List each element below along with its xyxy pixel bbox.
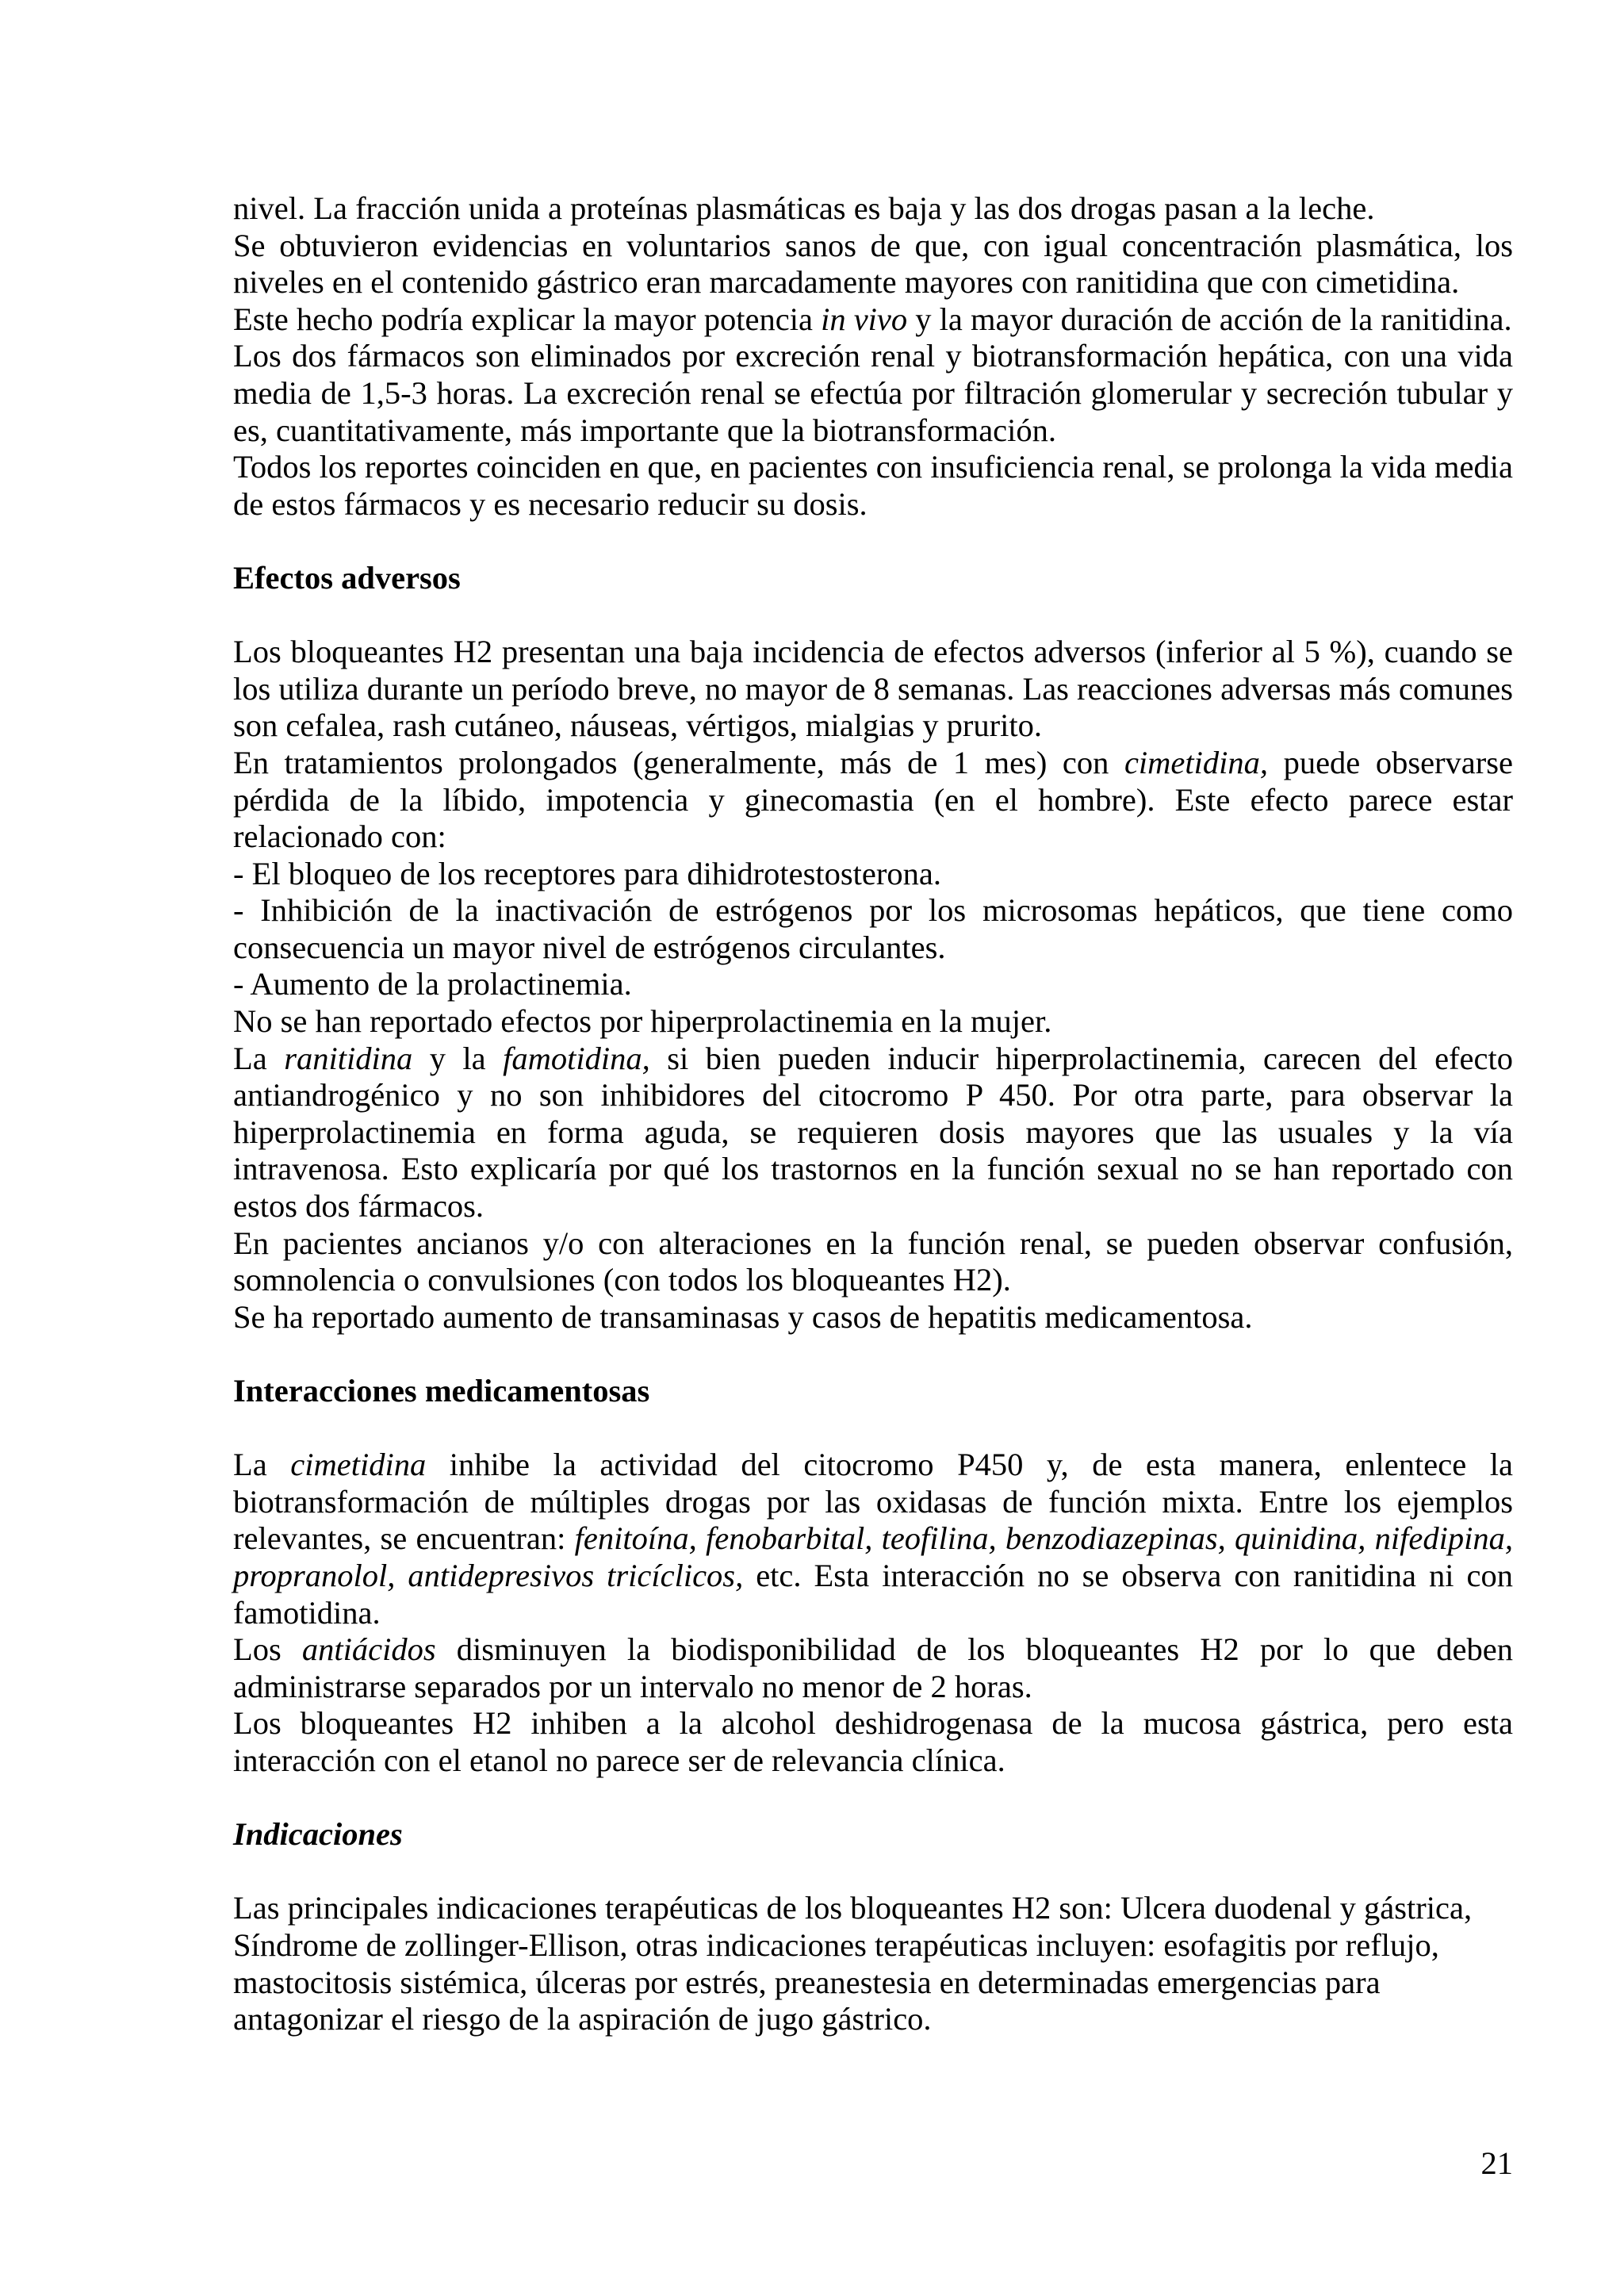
paragraph: La ranitidina y la famotidina, si bien pueden inducir hiperprolactinemia, carecen del efecto antiandrogénico y no son inhibidores del citocromo P 450. Por otra parte, para observar la hiperprolactinemia en forma aguda, se requieren dosis mayores que las usuales y la vía intravenosa. Esto explicaría por qué los trastornos en la función sexual no se han reportado con estos dos fármacos.	[233, 1040, 1513, 1225]
paragraph: Se obtuvieron evidencias en voluntarios sanos de que, con igual concentración plasmática, los niveles en el contenido gástrico eran marcadamente mayores con ranitidina que con cimetidina.	[233, 227, 1513, 301]
spacer	[233, 523, 1513, 560]
list-item: - El bloqueo de los receptores para dihidrotestosterona.	[233, 855, 941, 891]
list-item: - Inhibición de la inactivación de estrógenos por los microsomas hepáticos, que tiene como consecuencia un mayor nivel de estrógenos circulantes.	[233, 892, 1513, 965]
indications-block	[233, 1890, 1513, 2037]
section-heading-indicaciones: Indicaciones	[233, 1816, 403, 1853]
italic-term: cimetidina,	[1124, 744, 1269, 780]
italic-term: in vivo	[821, 301, 908, 337]
text-line: Las principales indicaciones terapéuticas de los bloqueantes H2 son: Ulcera duodenal y gástrica,	[233, 1890, 1473, 1926]
spacer	[233, 1410, 1513, 1447]
paragraph: Se ha reportado aumento de transaminasas y casos de hepatitis medicamentosa.	[233, 1298, 1253, 1335]
page-number: 21	[1480, 2145, 1513, 2181]
paragraph: Los antiácidos disminuyen la biodisponibilidad de los bloqueantes H2 por lo que deben administrarse separados por un intervalo no menor de 2 horas.	[233, 1631, 1513, 1704]
paragraph: Los bloqueantes H2 presentan una baja incidencia de efectos adversos (inferior al 5 %), cuando se los utiliza durante un período breve, no mayor de 8 semanas. Las reacciones adversas más comunes son cefalea, rash cutáneo, náuseas, vértigos, mialgias y prurito.	[233, 634, 1513, 744]
paragraph: La cimetidina inhibe la actividad del citocromo P450 y, de esta manera, enlentece la biotransformación de múltiples drogas por las oxidasas de función mixta. Entre los ejemplos relevantes, se encuentran: fenitoína, fenobarbital, teofilina, benzodiazepinas, quinidina, nifedipina, propranolol, antidepresivos tricíclicos, etc. Esta interacción no se observa con ranitidina ni con famotidina.	[233, 1447, 1513, 1631]
paragraph: En pacientes ancianos y/o con alteraciones en la función renal, se pueden observar confusión, somnolencia o convulsiones (con todos los bloqueantes H2).	[233, 1225, 1513, 1298]
spacer	[233, 1336, 1513, 1373]
paragraph: En tratamientos prolongados (generalmente, más de 1 mes) con cimetidina, puede observarse pérdida de la líbido, impotencia y ginecomastia (en el hombre). Este efecto parece estar relacionado con:	[233, 744, 1513, 855]
paragraph: Este hecho podría explicar la mayor potencia in vivo y la mayor duración de acción de la ranitidina.	[233, 301, 1512, 337]
text-line: mastocitosis sistémica, úlceras por estrés, preanestesia en determinadas emergencias para	[233, 1964, 1381, 2000]
paragraph: Los bloqueantes H2 inhiben a la alcohol deshidrogenasa de la mucosa gástrica, pero esta interacción con el etanol no parece ser de relevancia clínica.	[233, 1705, 1513, 1778]
paragraph: Los dos fármacos son eliminados por excreción renal y biotransformación hepática, con una vida media de 1,5-3 horas. La excreción renal se efectúa por filtración glomerular y secreción tubular y es, cuantitativamente, más importante que la biotransformación.	[233, 338, 1513, 448]
spacer	[233, 1780, 1513, 1817]
section-heading-interacciones: Interacciones medicamentosas	[233, 1373, 650, 1409]
italic-term: famotidina,	[503, 1040, 650, 1076]
list-item: - Aumento de la prolactinemia.	[233, 966, 632, 1002]
paragraph: No se han reportado efectos por hiperprolactinemia en la mujer.	[233, 1003, 1052, 1040]
text-line: antagonizar el riesgo de la aspiración de jugo gástrico.	[233, 2001, 932, 2037]
italic-term: antiácidos	[301, 1631, 436, 1668]
paragraph: nivel. La fracción unida a proteínas plasmáticas es baja y las dos drogas pasan a la leche.	[233, 190, 1375, 226]
italic-term: ranitidina	[284, 1040, 413, 1076]
paragraph: Todos los reportes coinciden en que, en pacientes con insuficiencia renal, se prolonga la vida media de estos fármacos y es necesario reducir su dosis.	[233, 449, 1513, 522]
italic-drug-list: fenitoína, fenobarbital, teofilina, benzodiazepinas, quinidina, nifedipina, propranolol, antidepresivos tricíclicos,	[233, 1520, 1513, 1593]
text-line: Síndrome de zollinger-Ellison, otras indicaciones terapéuticas incluyen: esofagitis por reflujo,	[233, 1926, 1439, 1963]
page-content	[233, 190, 1513, 2038]
spacer	[233, 1853, 1513, 1891]
section-heading-efectos-adversos: Efectos adversos	[233, 559, 461, 596]
spacer	[233, 597, 1513, 634]
italic-term: cimetidina	[290, 1447, 427, 1483]
